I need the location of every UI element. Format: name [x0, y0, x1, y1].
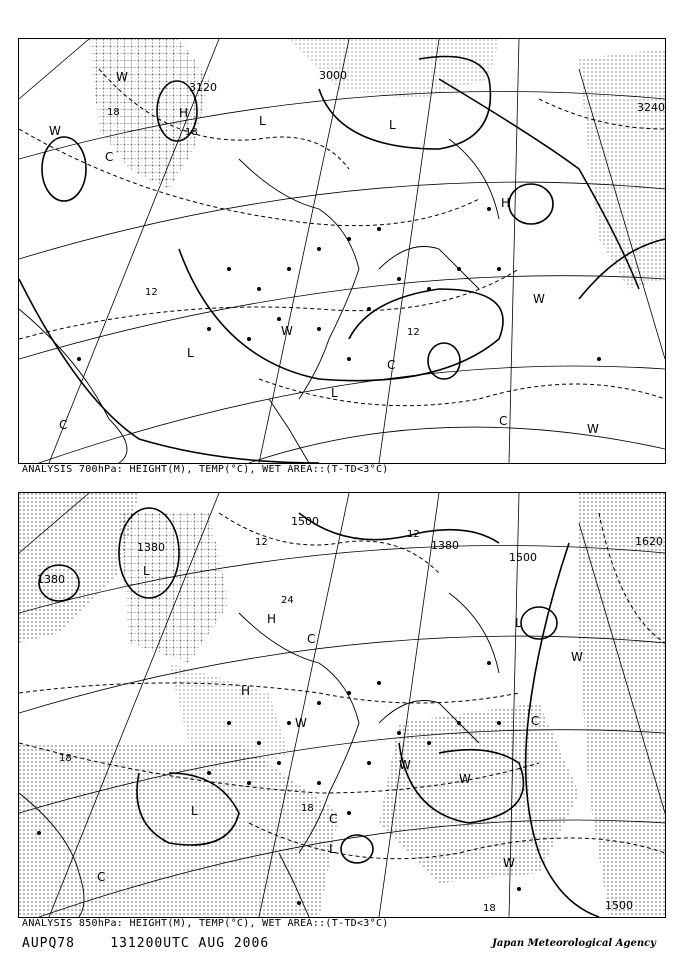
caption-700hpa: ANALYSIS 700hPa: HEIGHT(M), TEMP(°C), WET AREA::(T-TD<3°C): [22, 464, 389, 475]
low-label: L: [259, 114, 266, 128]
height-value: 1380: [137, 541, 165, 554]
temp-value: 18: [301, 803, 314, 814]
low-label: L: [515, 616, 522, 630]
high-label: H: [179, 106, 189, 120]
height-value: 1380: [431, 539, 459, 552]
wet-area: [19, 743, 339, 917]
warm-label: W: [459, 772, 471, 786]
warm-label: W: [399, 758, 411, 772]
warm-label: W: [587, 422, 599, 436]
station-plots: [77, 207, 601, 463]
chart-footer-id: [22, 936, 269, 951]
low-label: L: [331, 386, 338, 400]
warm-label: W: [281, 324, 293, 338]
high-label: H: [267, 612, 277, 626]
cold-label: C: [329, 812, 338, 826]
warm-label: W: [49, 124, 61, 138]
cold-label: C: [499, 414, 508, 428]
low-label: L: [389, 118, 396, 132]
temp-value: 12: [407, 327, 420, 338]
caption-850hpa: ANALYSIS 850hPa: HEIGHT(M), TEMP(°C), WET AREA::(T-TD<3°C): [22, 918, 389, 929]
height-value: 3240: [637, 101, 665, 114]
wet-area: [579, 49, 665, 289]
low-label: L: [143, 564, 150, 578]
warm-label: W: [533, 292, 545, 306]
height-value: 3120: [189, 81, 217, 94]
map-850hpa: [18, 492, 666, 918]
temp-value: 18: [185, 127, 198, 138]
height-value: 3000: [319, 69, 347, 82]
height-value: 1500: [509, 551, 537, 564]
chart-id: AUPQ78: [22, 936, 75, 951]
coastline: [19, 139, 499, 463]
agency-name: Japan Meteorological Agency: [492, 938, 656, 949]
cold-label: C: [97, 870, 106, 884]
wet-area: [579, 493, 665, 917]
height-value: 1380: [37, 573, 65, 586]
high-label: H: [501, 196, 511, 210]
height-value: 1500: [291, 515, 319, 528]
warm-label: W: [571, 650, 583, 664]
map-700hpa-graphic: [19, 39, 665, 463]
map-850hpa-graphic: [19, 493, 665, 917]
height-value: 1620: [635, 535, 663, 548]
chart-datetime: 131200UTC AUG 2006: [110, 936, 270, 951]
temp-value: 12: [407, 529, 420, 540]
low-label: L: [329, 842, 336, 856]
warm-label: W: [503, 856, 515, 870]
temp-value: 18: [59, 753, 72, 764]
temp-value: 12: [145, 287, 158, 298]
cold-label: C: [387, 358, 396, 372]
height-value: 1500: [605, 899, 633, 912]
cold-label: C: [531, 714, 540, 728]
high-label: H: [241, 684, 251, 698]
temp-value: 12: [255, 537, 268, 548]
temp-value: 18: [107, 107, 120, 118]
map-700hpa: [18, 38, 666, 464]
low-label: L: [191, 804, 198, 818]
cold-label: C: [59, 418, 68, 432]
temp-value: 24: [281, 595, 294, 606]
low-label: L: [187, 346, 194, 360]
warm-label: W: [116, 70, 128, 84]
temp-value: 18: [483, 903, 496, 914]
wet-area: [119, 513, 229, 663]
cold-label: C: [307, 632, 316, 646]
cold-label: C: [105, 150, 114, 164]
warm-label: W: [295, 716, 307, 730]
